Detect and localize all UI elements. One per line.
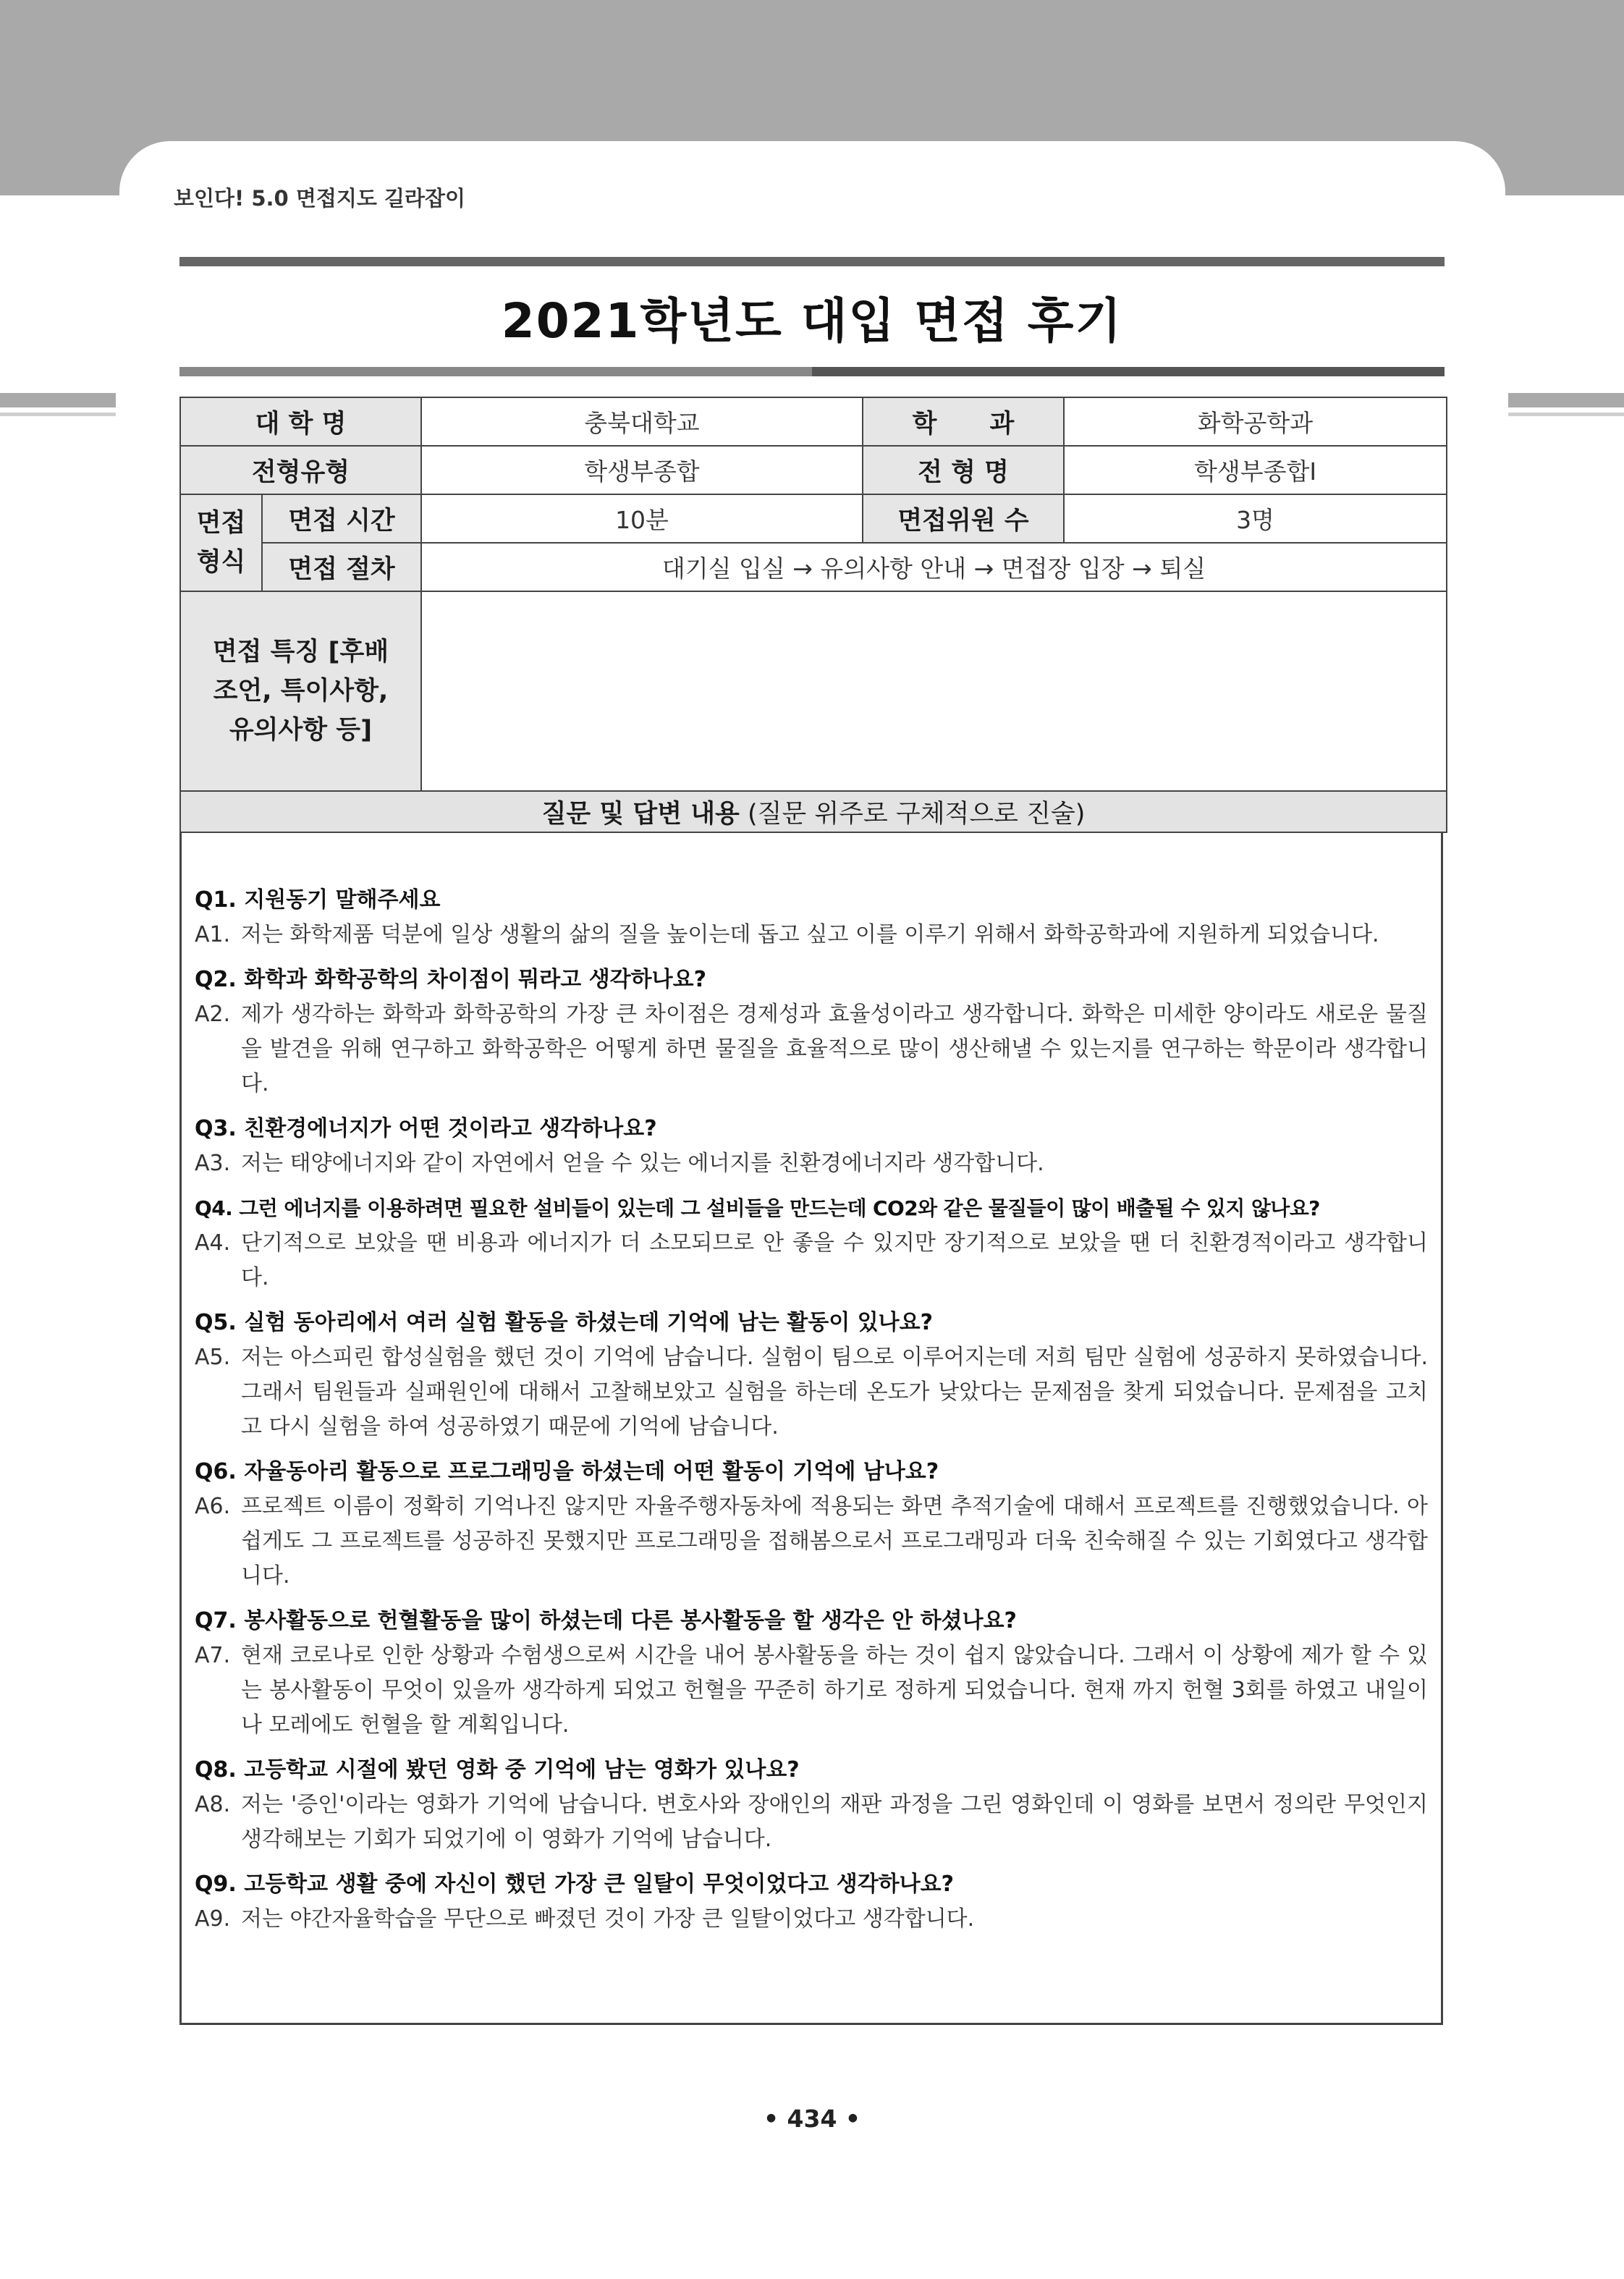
question: Q2. 화학과 화학공학의 차이점이 뭐라고 생각하나요? — [195, 967, 706, 992]
answer — [195, 1639, 1428, 1743]
right-edge-strip — [1508, 393, 1624, 407]
qa-header-bold: 질문 및 답변 내용 — [541, 799, 740, 829]
answer-label: A6. — [195, 1494, 231, 1519]
question: Q8. 고등학교 시절에 봤던 영화 중 기억에 남는 영화가 있나요? — [195, 1757, 800, 1783]
left-edge-strip-thin — [0, 413, 116, 416]
qa-item — [195, 1604, 1428, 1743]
answer-label: A3. — [195, 1151, 231, 1176]
admission-name-label: 전 형 명 — [863, 446, 1064, 494]
features-label — [180, 591, 421, 791]
qa-item — [195, 1753, 1428, 1857]
answer — [195, 1788, 1428, 1857]
answer-label: A4. — [195, 1230, 231, 1256]
answer-label: A7. — [195, 1643, 231, 1668]
answer-label: A8. — [195, 1792, 231, 1817]
admission-name-value: 학생부종합Ⅰ — [1064, 446, 1447, 494]
admission-type-label: 전형유형 — [180, 446, 421, 494]
answer — [195, 1340, 1428, 1445]
duration-label: 면접 시간 — [262, 494, 421, 543]
procedure-label: 면접 절차 — [262, 543, 421, 591]
title-rule-bottom — [179, 367, 1445, 376]
department-value: 화학공학과 — [1064, 397, 1447, 446]
interviewers-label: 면접위원 수 — [863, 494, 1064, 543]
answer-text: 제가 생각하는 화학과 화학공학의 가장 큰 차이점은 경제성과 효율성이라고 생각합니다. 화학은 미세한 양이라도 새로운 물질을 발견을 위해 연구하고 화학공학은 어떻게 하면 물질을 효율적으로 많이 생산해낼 수 있는지를 연구하는 학문이라 생각합니다. — [241, 1002, 1428, 1096]
procedure-value: 대기실 입실 → 유의사항 안내 → 면접장 입장 → 퇴실 — [421, 543, 1447, 591]
answer-text: 저는 야간자율학습을 무단으로 빠졌던 것이 가장 큰 일탈이었다고 생각합니다. — [241, 1906, 975, 1932]
answer-text: 저는 태양에너지와 같이 자연에서 얻을 수 있는 에너지를 친환경에너지라 생각합니다. — [241, 1151, 1044, 1176]
duration-value: 10분 — [421, 494, 863, 543]
department-label: 학 과 — [863, 397, 1064, 446]
answer-text: 저는 화학제품 덕분에 일상 생활의 삶의 질을 높이는데 돕고 싶고 이를 이루기 위해서 화학공학과에 지원하게 되었습니다. — [241, 922, 1379, 947]
answer-label: A9. — [195, 1906, 231, 1932]
question: Q5. 실험 동아리에서 여러 실험 활동을 하셨는데 기억에 남는 활동이 있나요? — [195, 1310, 934, 1335]
university-label: 대 학 명 — [180, 397, 421, 446]
qa-item — [195, 1112, 1428, 1181]
answer-label: A2. — [195, 1002, 231, 1027]
question: Q7. 봉사활동으로 헌혈활동을 많이 하셨는데 다른 봉사활동을 할 생각은 안 하셨나요? — [195, 1608, 1017, 1633]
answer — [195, 1146, 1428, 1181]
title-rule-top — [179, 257, 1445, 266]
answer — [195, 997, 1428, 1102]
qa-content-box — [179, 832, 1443, 2025]
interview-info-table — [179, 397, 1447, 833]
question: Q6. 자율동아리 활동으로 프로그래밍을 하셨는데 어떤 활동이 기억에 남나요? — [195, 1459, 939, 1484]
question: Q3. 친환경에너지가 어떤 것이라고 생각하나요? — [195, 1116, 657, 1141]
left-edge-strip — [0, 393, 116, 407]
features-label-text: 면접 특징 [후배조언, 특이사항, 유의사항 등] — [212, 638, 389, 745]
interview-format-label: 면접 형식 — [180, 494, 262, 591]
right-edge-strip-thin — [1508, 413, 1624, 416]
answer-text: 프로젝트 이름이 정확히 기억나진 않지만 자율주행자동차에 적용되는 화면 추적기술에 대해서 프로젝트를 진행했었습니다. 아쉽게도 그 프로젝트를 성공하진 못했지만 프로그래밍을 접해봄으로서 프로그래밍과 더욱 친숙해질 수 있는 기회였다고 생각합니다. — [241, 1494, 1428, 1589]
qa-item — [195, 1455, 1428, 1594]
qa-item — [195, 1191, 1428, 1295]
qa-item — [195, 963, 1428, 1102]
qa-item — [195, 1867, 1428, 1937]
answer — [195, 1489, 1428, 1594]
answer — [195, 1226, 1428, 1295]
answer-text: 현재 코로나로 인한 상황과 수험생으로써 시간을 내어 봉사활동을 하는 것이 쉽지 않았습니다. 그래서 이 상황에 제가 할 수 있는 봉사활동이 무엇이 있을까 생각하게 되었고 헌혈을 꾸준히 하기로 정하게 되었습니다. 현재 까지 헌혈 3회를 하였고 내일이나 모레에도 헌혈을 할 계획입니다. — [241, 1643, 1428, 1738]
answer — [195, 918, 1428, 952]
question: Q9. 고등학교 생활 중에 자신이 했던 가장 큰 일탈이 무엇이었다고 생각하나요? — [195, 1872, 955, 1897]
answer-text: 단기적으로 보았을 땐 비용과 에너지가 더 소모되므로 안 좋을 수 있지만 장기적으로 보았을 땐 더 친환경적이라고 생각합니다. — [241, 1230, 1428, 1290]
answer-label: A5. — [195, 1345, 231, 1370]
page-number: • 434 • — [763, 2105, 861, 2133]
question: Q4. 그런 에너지를 이용하려면 필요한 설비들이 있는데 그 설비들을 만드는데 CO2와 같은 물질들이 많이 배출될 수 있지 않나요? — [195, 1196, 1320, 1220]
features-value — [421, 591, 1447, 791]
university-value: 충북대학교 — [421, 397, 863, 446]
answer-text: 저는 '증인'이라는 영화가 기억에 남습니다. 변호사와 장애인의 재판 과정을 그린 영화인데 이 영화를 보면서 정의란 무엇인지 생각해보는 기회가 되었기에 이 영화가 기억에 남습니다. — [241, 1792, 1428, 1852]
qa-header-note: (질문 위주로 구체적으로 진술) — [739, 799, 1086, 829]
qa-item — [195, 1306, 1428, 1445]
answer — [195, 1902, 1428, 1937]
question: Q1. 지원동기 말해주세요 — [195, 887, 441, 913]
running-head: 보인다! 5.0 면접지도 길라잡이 — [174, 186, 466, 211]
page-title: 2021학년도 대입 면접 후기 — [501, 293, 1123, 349]
answer-label: A1. — [195, 922, 231, 947]
interviewers-value: 3명 — [1064, 494, 1447, 543]
answer-text: 저는 아스피린 합성실험을 했던 것이 기억에 남습니다. 실험이 팀으로 이루어지는데 저희 팀만 실험에 성공하지 못하였습니다. 그래서 팀원들과 실패원인에 대해서 고찰해보았고 실험을 하는데 온도가 낮았다는 문제점을 찾게 되었습니다. 문제점을 고치고 다시 실험을 하여 성공하였기 때문에 기억에 남습니다. — [241, 1345, 1428, 1439]
admission-type-value: 학생부종합 — [421, 446, 863, 494]
qa-item — [195, 883, 1428, 952]
qa-section-header — [180, 791, 1447, 832]
